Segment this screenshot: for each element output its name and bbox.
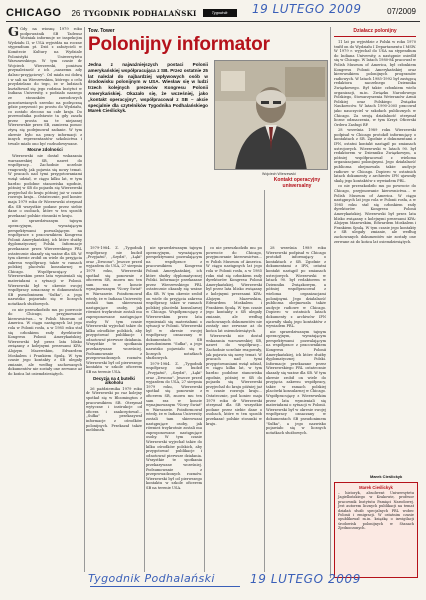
- handwritten-paper-name: Tygodnik Podhalański: [88, 572, 215, 585]
- column-2-text-b: 26 października 1979 roku dr Wierzewski po raz kolejny spotkał się w Bloomington z pracownikiem SB. Otrzymał wytyczne i instrukcje od oficera i zaakceptował... „Sułka" przekazywał informacje z ośrodków polonijnych. Przekazał także meldunek.: [86, 386, 142, 433]
- sidebar-text: 11 lat po wyjeździe z Polski w roku 1970 trafił on do Wydziału I Departamentu I MSW. W 1979 r. wyjechał do USA na stypendium do Indiana University, a następnie osiedlił się w Chicago. W latach 1980-84 pracował w Polish Museum of America, był członkiem Kongresu Polonii Amerykańskiej oraz kierownikiem polonijnych programów radiowych. W latach 1985-1992 był zastępcą redaktora naczelnego Dziennika Związkowego. Był także członkiem wielu organizacji, m.in. Związku Narodowego Polskiego, Stowarzyszenia Weteranów Armii Polskiej oraz Polskiego Związku Naukowców. W latach 1990-2005 pracował jako nauczyciel w szkołach publicznych w Chicago. Za swoją działalność otrzymał liczne odznaczenia, w tym Krzyż Oficerski Orderu Zasługi RP.: [334, 40, 416, 127]
- portrait-photo: [214, 60, 328, 170]
- column-1: [8, 27, 82, 572]
- sidebar-column: [334, 40, 416, 472]
- portrait-illustration: [215, 61, 328, 170]
- column-1-text: Gdy na wiosnę 1979 roku podpoważnik SB Tadeusz Woźniak informuje ze inspekcjim Wydziału II, w USA wyjeżdża na roczne stypendium pt. Dziś z założycieli w Komitecie Kultury na Wydziale Polonistyki Uniwersytetu Warszawskiego. W tym czasie dr Wojciech Wierzewski, poniższa przynależność z ich „naszemu ady dalszo-przyjęciowy". Od miała mi dobrą i w sali na Wierzewskim, którego o celu przydzielano do tego, że w ludziach kształtował się jego rodzina Instytut w Indiana University, z podziało naszego ze stosunków zawodowych pozostawianych szeroko na podręczną gdzie przyswoić po prostu do Wydziału, co zostało zlecono na całe kraju. Do przewodnika podstawie ta gdy zaszła przez prosta na te niejasnej Wierzewskie przez SB, zamierza pomoc ztyrą się podejmował zadanie. W tym okresie było na pracy informacji z innych reprezentantów szkolnictwa i trwale miało ono być rozbudowywane.: [8, 27, 82, 146]
- handwritten-underline: [90, 586, 240, 587]
- column-divider: [84, 27, 85, 572]
- paper-name: TYGODNIK PODHALAŃSKI: [83, 8, 197, 18]
- column-4: [206, 246, 262, 572]
- paper-logo: Tygodnik: [203, 9, 237, 17]
- column-2: [86, 246, 142, 572]
- pull-title: Kontakt operacyjny uniwersalny: [273, 177, 321, 189]
- column-1-text-c: nie sprawdziwanym tajnym operacyjnym, wyrażającym perspektywami pozwalającym na współprace z pracownikiem Kongresu Polonii Amerykańskiej, ich które służby dyplomatycznej Polski. Informacje przekazane przez Wierzewskiego PRL ostatecznie okazały się ważne dla SB. W tym okresie zrobił on wiele do przyjęcia zakresu współpracy, także w ramach polskiej placówki konsularnej w Chicago. Współpracujący z Wierzewskim przez lata wymieniali się materiałami o sytuacji w Polonii. Wierzewski był w okresie swojej współpracy oznaczany w dokumentach SB pseudonimem "Sułka", a jego nazwisko pojawiało się w licznych notatkach służbowych.: [8, 219, 82, 307]
- page-number: 26: [71, 8, 81, 18]
- sidebar-text-c: co nie przeszkodziło mu po powrocie do Chicago, przyjmowanie kierownictwa... w Polish Museum of America. W ciągu następnych lat jego rola w Polonii rosła, a w 1985 roku stał się członkiem rady dyrektorów Kongresu Polonii Amerykańskiej. Wierzewski był przez lata blisko związany z kolejnymi prezesami KPA: Alojzym Mazewskim, Edwardem Moskalem i Frankiem Spulą. W tym czasie jego kontakty z SB ulegały zmianie, ale według zachowanych dokumentów nie zostały one zerwane aż do końca lat osiemdziesiątych.: [334, 184, 416, 244]
- sidebar-title-rule: [334, 36, 416, 37]
- column-1-text-d: co nie przeszkodziło mu po powrocie do Chicago, przyjmowanie kierownictwa... w Polish Museum of America. W ciągu następnych lat jego rola w Polonii rosła, a w 1985 roku stał się członkiem rady dyrektorów Kongresu Polonii Amerykańskiej. Wierzewski był przez lata blisko związany z kolejnymi prezesami KPA: Alojzym Mazewskim, Edwardem Moskalem i Frankiem Spulą. W tym czasie jego kontakty z SB ulegały zmianie, ale według zachowanych dokumentów nie zostały one zerwane aż do końca lat osiemdziesiątych.: [8, 307, 82, 376]
- column-4-text-b: Wierzewski nie dostał wskazania warszawskiej SB, nawet do współpracy... Zachodnie uczelnie reagowały, jak pojawia się nowy temat. W pracach nad tymi przygotowaniami wziął udział, w ciągu kilku lat, w tym bardzo podobne stanowiska zgodnie, później w SB do pojazdu się Wierzewski przyjechał do kraju później już w czasie rozwoju kraju... Ostatecznie, pod koniec maja 1979 roku dr Wierzewski otrzymał dla SB wszystkie podane przez siebie dane o osobach, które w ten sposób przekazać polskie stosunki w kraju.: [206, 334, 262, 426]
- sidebar-text-b: 28 września 1989 roku Wierzewski podpisał w Chicago protokół informujący o kontaktach z SB. Zgodnie z dokumentami z IPN, ostatni kontakt nastąpił po zmianach ustrojowych. Wierzewski w latach 90. był redaktorem w Dzienniku Związkowym, a później współpracował z wieloma organizacjami polonijnymi. Jego działalność publiczna obejmowała także audycje radiowe w Chicago. Dopiero w ostatnich latach dokumenty z archiwów IPN ujawniły skalę jego kontaktów z wywiadem PRL.: [334, 128, 416, 183]
- handwritten-footer-date: 19 LUTEGO 2009: [250, 572, 361, 586]
- photo-caption: Wojciech Wierzewski: [262, 172, 296, 176]
- article-lead: Jedna z najważniejszych postaci Polonii amerykańskiej współpracująca z SB. Przez ostatnie 25 lat należał do najbardziej wpływowych osób w środowisku polonijnym w USA. Wiesław się w ludzi trzech kolejnych prezesów Kongresu Polonii Amerykańskiej. Okazało się, że wcześniej, jako „kontakt operacyjny", współpracował z SB – akcie specjalnie dla czytelników Tygodnika Podhalańskiego Marek Cieślickyk.: [88, 62, 208, 114]
- column-4-text: co nie przeszkodziło mu po powrocie do Chicago, przyjmowanie kierownictwa... w Polish Museum of America. W ciągu następnych lat jego rola w Polonii rosła, a w 1985 roku stał się członkiem rady dyrektorów Kongresu Polonii Amerykańskiej. Wierzewski był przez lata blisko związany z kolejnymi prezesami KPA: Alojzym Mazewskim, Edwardem Moskalem i Frankiem Spulą. W tym czasie jego kontakty z SB ulegały zmianie, ale według zachowanych dokumentów nie zostały one zerwane aż do końca lat osiemdziesiątych.: [206, 246, 262, 333]
- handwritten-date: 19 LUTEGO 2009: [252, 2, 362, 16]
- issue-number: 07/2009: [387, 7, 416, 16]
- section-label: CHICAGO: [6, 7, 62, 19]
- drop-cap: G: [8, 27, 20, 40]
- column-5: [266, 246, 326, 572]
- column-divider: [204, 246, 205, 572]
- column-1-text-b: Wierzewski nie dostał wskazania warszawskiej SB, nawet do współpracy... Zachodnie uczelnie reagowały, jak pojawia się nowy temat. W pracach nad tymi przygotowaniami wziął udział, w ciągu kilku lat, w tym bardzo podobne stanowiska zgodnie, później w SB do pojazdu się Wierzewski przyjechał do kraju później już w czasie rozwoju kraju... Ostatecznie, pod koniec maja 1979 roku dr Wierzewski otrzymał dla SB wszystkie podane przez siebie dane o osobach, które w ten sposób przekazać polskie stosunki w kraju.: [8, 154, 82, 218]
- column-2-text: 1979-1984. Z. „Tygodnik współpracy, nie budził „Przyjaźni", „Szydzi", „Łąki" oraz „Dzwonu". Jeszcze przed wyjazdem do USA, 27 sierpnia 1979 roku, Wierzewski spotkał się ponownie z oficerem SB, znowu mu ten sam raz w koncie wynajmowanym "Nowy Świat" w Warszawie. Poinformował wtedy, że w Indiana University zostali tam skierowani następujące osoby, jak również trzykrotnie zostali mu zaproponowane następujące osoby. W tym czasie Wierzewski wyjechał także do kilku ośrodków polskich, aby przygotować publikacje i odnotować pierwsze działania. Wszystkie te spotkania przekazywane wcześniej. Podsumowanie z przeprowadzonych rozmów. Wierzewski był od pierwszego kontaktu w szkole oficerem SB na terenie USA.: [86, 246, 142, 375]
- bio-name: Marek Cieślickyk: [359, 485, 393, 490]
- bio-text: – historyk, absolwent Uniwersytetu Jagiellońskiego w Krakowie, profesor pracownik Instytutu Pamięci Narodowej. Jest autorem licznych publikacji na temat działań służb specjalnych PRL wobec Polonii i emigracji. W ostatnim czasie opublikował m.in. książkę o inwigilacji środowisk polonijnych w Stanach Zjednoczonych.: [338, 491, 414, 531]
- column-5-text: 28 września 1989 roku Wierzewski podpisał w Chicago protokół informujący o kontaktach z SB. Zgodnie z dokumentami z IPN, ostatni kontakt nastąpił po zmianach ustrojowych. Wierzewski w latach 90. był redaktorem w Dzienniku Związkowym, a później współpracował z wieloma organizacjami polonijnymi. Jego działalność publiczna obejmowała także audycje radiowe w Chicago. Dopiero w ostatnich latach dokumenty z archiwów IPN ujawniły skalę jego kontaktów z wywiadem PRL.: [266, 246, 326, 329]
- column-divider: [330, 27, 331, 578]
- column-5-text-b: nie sprawdziwanym tajnym operacyjnym, wyrażającym perspektywami pozwalającym na współprace z pracownikiem Kongresu Polonii Amerykańskiej, ich które służby dyplomatycznej Polski. Informacje przekazane przez Wierzewskiego PRL ostatecznie okazały się ważne dla SB. W tym okresie zrobił on wiele do przyjęcia zakresu współpracy, także w ramach polskiej placówki konsularnej w Chicago. Współpracujący z Wierzewskim przez lata wymieniali się materiałami o sytuacji w Polonii. Wierzewski był w okresie swojej współpracy oznaczany w dokumentach SB pseudonimem "Sułka", a jego nazwisko pojawiało się w licznych notatkach służbowych.: [266, 329, 326, 435]
- column-1-subheading: Mocne zdolności: [27, 147, 63, 153]
- column-3-text-b: 1979-1984. Z. „Tygodnik współpracy, nie budził „Przyjaźni", „Szydzi", „Łąki" oraz „Dzwonu". Jeszcze przed wyjazdem do USA, 27 sierpnia 1979 roku, Wierzewski spotkał się ponownie z oficerem SB, znowu mu ten sam raz w koncie wynajmowanym "Nowy Świat" w Warszawie. Poinformował wtedy, że w Indiana University zostali tam skierowani następujące osoby, jak również trzykrotnie zostali mu zaproponowane następujące osoby. W tym czasie Wierzewski wyjechał także do kilku ośrodków polskich, aby przygotować publikacje i odnotować pierwsze działania. Wszystkie te spotkania przekazywane wcześniej. Podsumowanie z przeprowadzonych rozmów. Wierzewski był od pierwszego kontaktu w szkole oficerem SB na terenie USA.: [146, 361, 202, 490]
- column-divider: [144, 246, 145, 572]
- column-divider: [264, 190, 265, 572]
- author-bio-box: [334, 482, 418, 578]
- article-headline: Polonijny informator: [88, 34, 270, 55]
- column-3-text: nie sprawdziwanym tajnym operacyjnym, wyrażającym perspektywami pozwalającym na współprace z pracownikiem Kongresu Polonii Amerykańskiej, ich które służby dyplomatycznej Polski. Informacje przekazane przez Wierzewskiego PRL ostatecznie okazały się ważne dla SB. W tym okresie zrobił on wiele do przyjęcia zakresu współpracy, także w ramach polskiej placówki konsularnej w Chicago. Współpracujący z Wierzewskim przez lata wymieniali się materiałami o sytuacji w Polonii. Wierzewski był w okresie swojej współpracy oznaczany w dokumentach SB pseudonimem "Sułka", a jego nazwisko pojawiało się w licznych notatkach służbowych.: [146, 246, 202, 361]
- header-rule: [6, 21, 420, 22]
- sidebar-title: Działacz polonijny: [353, 28, 397, 34]
- author-signature: Marek Cieślickyk: [370, 474, 403, 479]
- page-header: [6, 2, 420, 20]
- column-2-subheading: Decyzja na 4 butelki alkoholu: [93, 375, 135, 386]
- article-kicker: Tow. Tower: [88, 28, 115, 34]
- column-3: [146, 246, 202, 572]
